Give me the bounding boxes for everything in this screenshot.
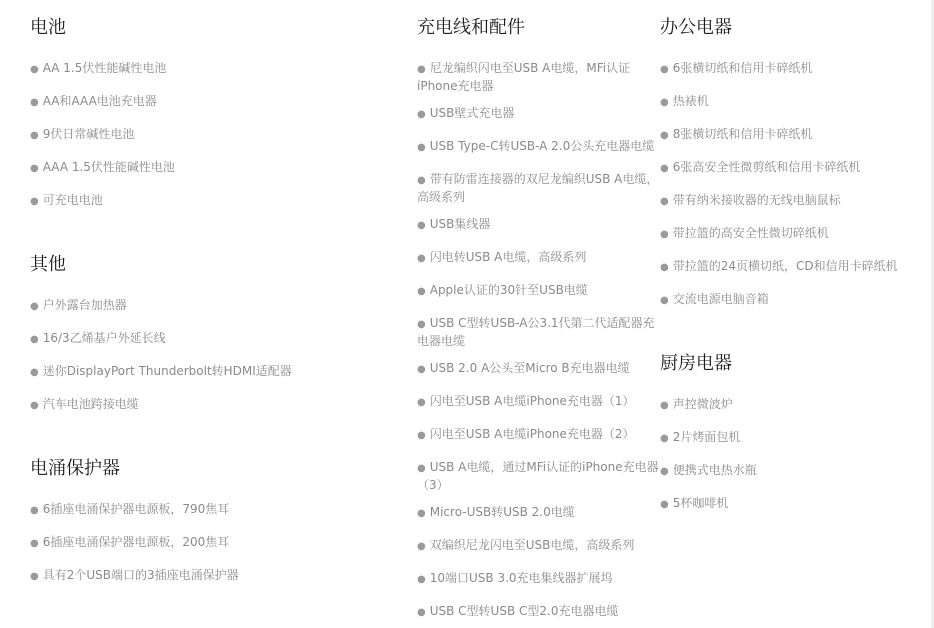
list-item[interactable] — [30, 501, 390, 519]
list-item[interactable] — [417, 60, 662, 94]
bullet-icon: ● — [417, 508, 426, 519]
list-item[interactable] — [417, 216, 662, 234]
item-label: 9伏日常碱性电池 — [42, 127, 135, 141]
section-title-kitchen-appliances: 厨房电器 — [660, 353, 732, 374]
bullet-icon: ● — [30, 301, 39, 312]
item-label: 尼龙编织闪电至USB A电缆，MFi认证iPhone充电器 — [417, 61, 631, 93]
bullet-icon: ● — [660, 64, 669, 75]
list-item[interactable] — [417, 459, 662, 493]
item-label: 5杯咖啡机 — [672, 496, 729, 510]
list-item[interactable] — [30, 396, 390, 414]
bullet-icon: ● — [30, 196, 39, 207]
bullet-icon: ● — [660, 400, 669, 411]
bullet-icon: ● — [30, 367, 39, 378]
item-label: 便携式电热水瓶 — [672, 463, 757, 477]
item-label: 6插座电涌保护器电源板，790焦耳 — [42, 502, 230, 516]
list-item[interactable] — [660, 429, 920, 447]
list-item[interactable] — [30, 93, 390, 111]
list-item[interactable] — [417, 570, 662, 588]
list-item[interactable] — [417, 426, 662, 444]
list-item[interactable] — [660, 291, 920, 309]
item-label: 10端口USB 3.0充电集线器扩展坞 — [429, 571, 613, 585]
item-label: AAA 1.5伏性能碱性电池 — [42, 160, 175, 174]
bullet-icon: ● — [660, 196, 669, 207]
bullet-icon: ● — [417, 574, 426, 585]
item-label: 具有2个USB端口的3插座电涌保护器 — [42, 568, 239, 582]
bullet-icon: ● — [30, 400, 39, 411]
bullet-icon: ● — [417, 541, 426, 552]
bullet-icon: ● — [417, 364, 426, 375]
bullet-icon: ● — [660, 499, 669, 510]
list-item[interactable] — [30, 126, 390, 144]
item-label: 闪电转USB A电缆，高级系列 — [429, 250, 587, 264]
item-label: 双编织尼龙闪电至USB电缆，高级系列 — [429, 538, 635, 552]
list-item[interactable] — [417, 315, 662, 349]
list-item[interactable] — [417, 360, 662, 378]
list-item[interactable] — [417, 138, 662, 156]
bullet-icon: ● — [417, 142, 426, 153]
list-item[interactable] — [660, 225, 920, 243]
list-item[interactable] — [30, 192, 390, 210]
item-label: USB C型转USB C型2.0充电器电缆 — [429, 604, 619, 618]
item-label: 闪电至USB A电缆iPhone充电器（2） — [429, 427, 635, 441]
item-label: USB C型转USB-A公3.1代第二代适配器充电器电缆 — [417, 316, 655, 348]
item-label: USB壁式充电器 — [429, 106, 515, 120]
item-label: 6张高安全性微剪纸和信用卡碎纸机 — [672, 160, 861, 174]
bullet-icon: ● — [417, 286, 426, 297]
bullet-icon: ● — [417, 430, 426, 441]
item-label: 迷你DisplayPort Thunderbolt转HDMI适配器 — [42, 364, 292, 378]
item-label: AA 1.5伏性能碱性电池 — [42, 61, 167, 75]
list-item[interactable] — [30, 363, 390, 381]
bullet-icon: ● — [30, 163, 39, 174]
bullet-icon: ● — [660, 229, 669, 240]
item-label: 闪电至USB A电缆iPhone充电器（1） — [429, 394, 635, 408]
list-item[interactable] — [660, 93, 920, 111]
bullet-icon: ● — [30, 334, 39, 345]
list-item[interactable] — [30, 567, 390, 585]
item-label: 带拉篮的24页横切纸，CD和信用卡碎纸机 — [672, 259, 898, 273]
item-label: 带有纳米接收器的无线电脑鼠标 — [672, 193, 841, 207]
bullet-icon: ● — [30, 64, 39, 75]
list-item[interactable] — [660, 159, 920, 177]
bullet-icon: ● — [417, 64, 426, 75]
item-label: 6插座电涌保护器电源板，200焦耳 — [42, 535, 230, 549]
list-item[interactable] — [417, 603, 662, 621]
list-item[interactable] — [660, 60, 920, 78]
list-item[interactable] — [417, 537, 662, 555]
list-item[interactable] — [417, 504, 662, 522]
item-label: 带有防雷连接器的双尼龙编织USB A电缆，高级系列 — [417, 172, 659, 204]
bullet-icon: ● — [417, 607, 426, 618]
list-item[interactable] — [417, 282, 662, 300]
list-item[interactable] — [30, 159, 390, 177]
bullet-icon: ● — [30, 97, 39, 108]
bullet-icon: ● — [660, 433, 669, 444]
item-label: AA和AAA电池充电器 — [42, 94, 157, 108]
list-item[interactable] — [417, 105, 662, 123]
item-label: 2片烤面包机 — [672, 430, 741, 444]
item-label: 交流电源电脑音箱 — [672, 292, 769, 306]
item-label: 户外露台加热器 — [42, 298, 127, 312]
item-label: USB集线器 — [429, 217, 491, 231]
item-label: Apple认证的30针至USB电缆 — [429, 283, 588, 297]
bullet-icon: ● — [660, 295, 669, 306]
item-label: 8张横切纸和信用卡碎纸机 — [672, 127, 813, 141]
list-item[interactable] — [30, 534, 390, 552]
bullet-icon: ● — [417, 109, 426, 120]
bullet-icon: ● — [660, 130, 669, 141]
section-title-batteries: 电池 — [30, 17, 66, 38]
bullet-icon: ● — [417, 319, 426, 330]
bullet-icon: ● — [30, 538, 39, 549]
list-item[interactable] — [660, 258, 920, 276]
bullet-icon: ● — [660, 97, 669, 108]
section-title-chargers-accessories: 充电线和配件 — [417, 17, 525, 38]
bullet-icon: ● — [30, 505, 39, 516]
item-label: USB A电缆，通过MFi认证的iPhone充电器（3） — [417, 460, 659, 492]
list-item[interactable] — [417, 249, 662, 267]
list-item[interactable] — [417, 171, 662, 205]
list-item[interactable] — [30, 330, 390, 348]
bullet-icon: ● — [417, 220, 426, 231]
bullet-icon: ● — [660, 466, 669, 477]
list-item[interactable] — [660, 396, 920, 414]
section-title-office-appliances: 办公电器 — [660, 17, 732, 38]
item-label: USB Type-C转USB-A 2.0公头充电器电缆 — [429, 139, 655, 153]
list-item[interactable] — [660, 126, 920, 144]
bullet-icon: ● — [417, 463, 426, 474]
section-title-surge-protectors: 电涌保护器 — [30, 458, 120, 479]
bullet-icon: ● — [660, 262, 669, 273]
bullet-icon: ● — [660, 163, 669, 174]
item-label: 汽车电池跨接电缆 — [42, 397, 139, 411]
item-label: 16/3乙烯基户外延长线 — [42, 331, 166, 345]
item-label: 声控微波炉 — [672, 397, 733, 411]
list-item[interactable] — [660, 462, 920, 480]
item-label: 6张横切纸和信用卡碎纸机 — [672, 61, 813, 75]
item-label: 可充电电池 — [42, 193, 103, 207]
item-label: Micro-USB转USB 2.0电缆 — [429, 505, 575, 519]
bullet-icon: ● — [417, 397, 426, 408]
list-item[interactable] — [30, 60, 390, 78]
list-item[interactable] — [30, 297, 390, 315]
bullet-icon: ● — [30, 130, 39, 141]
item-label: USB 2.0 A公头至Micro B充电器电缆 — [429, 361, 630, 375]
list-item[interactable] — [660, 495, 920, 513]
item-label: 带拉篮的高安全性微切碎纸机 — [672, 226, 829, 240]
bullet-icon: ● — [417, 175, 426, 186]
item-label: 热裱机 — [672, 94, 709, 108]
list-item[interactable] — [417, 393, 662, 411]
list-item[interactable] — [660, 192, 920, 210]
bullet-icon: ● — [30, 571, 39, 582]
bullet-icon: ● — [417, 253, 426, 264]
section-title-other: 其他 — [30, 254, 66, 275]
